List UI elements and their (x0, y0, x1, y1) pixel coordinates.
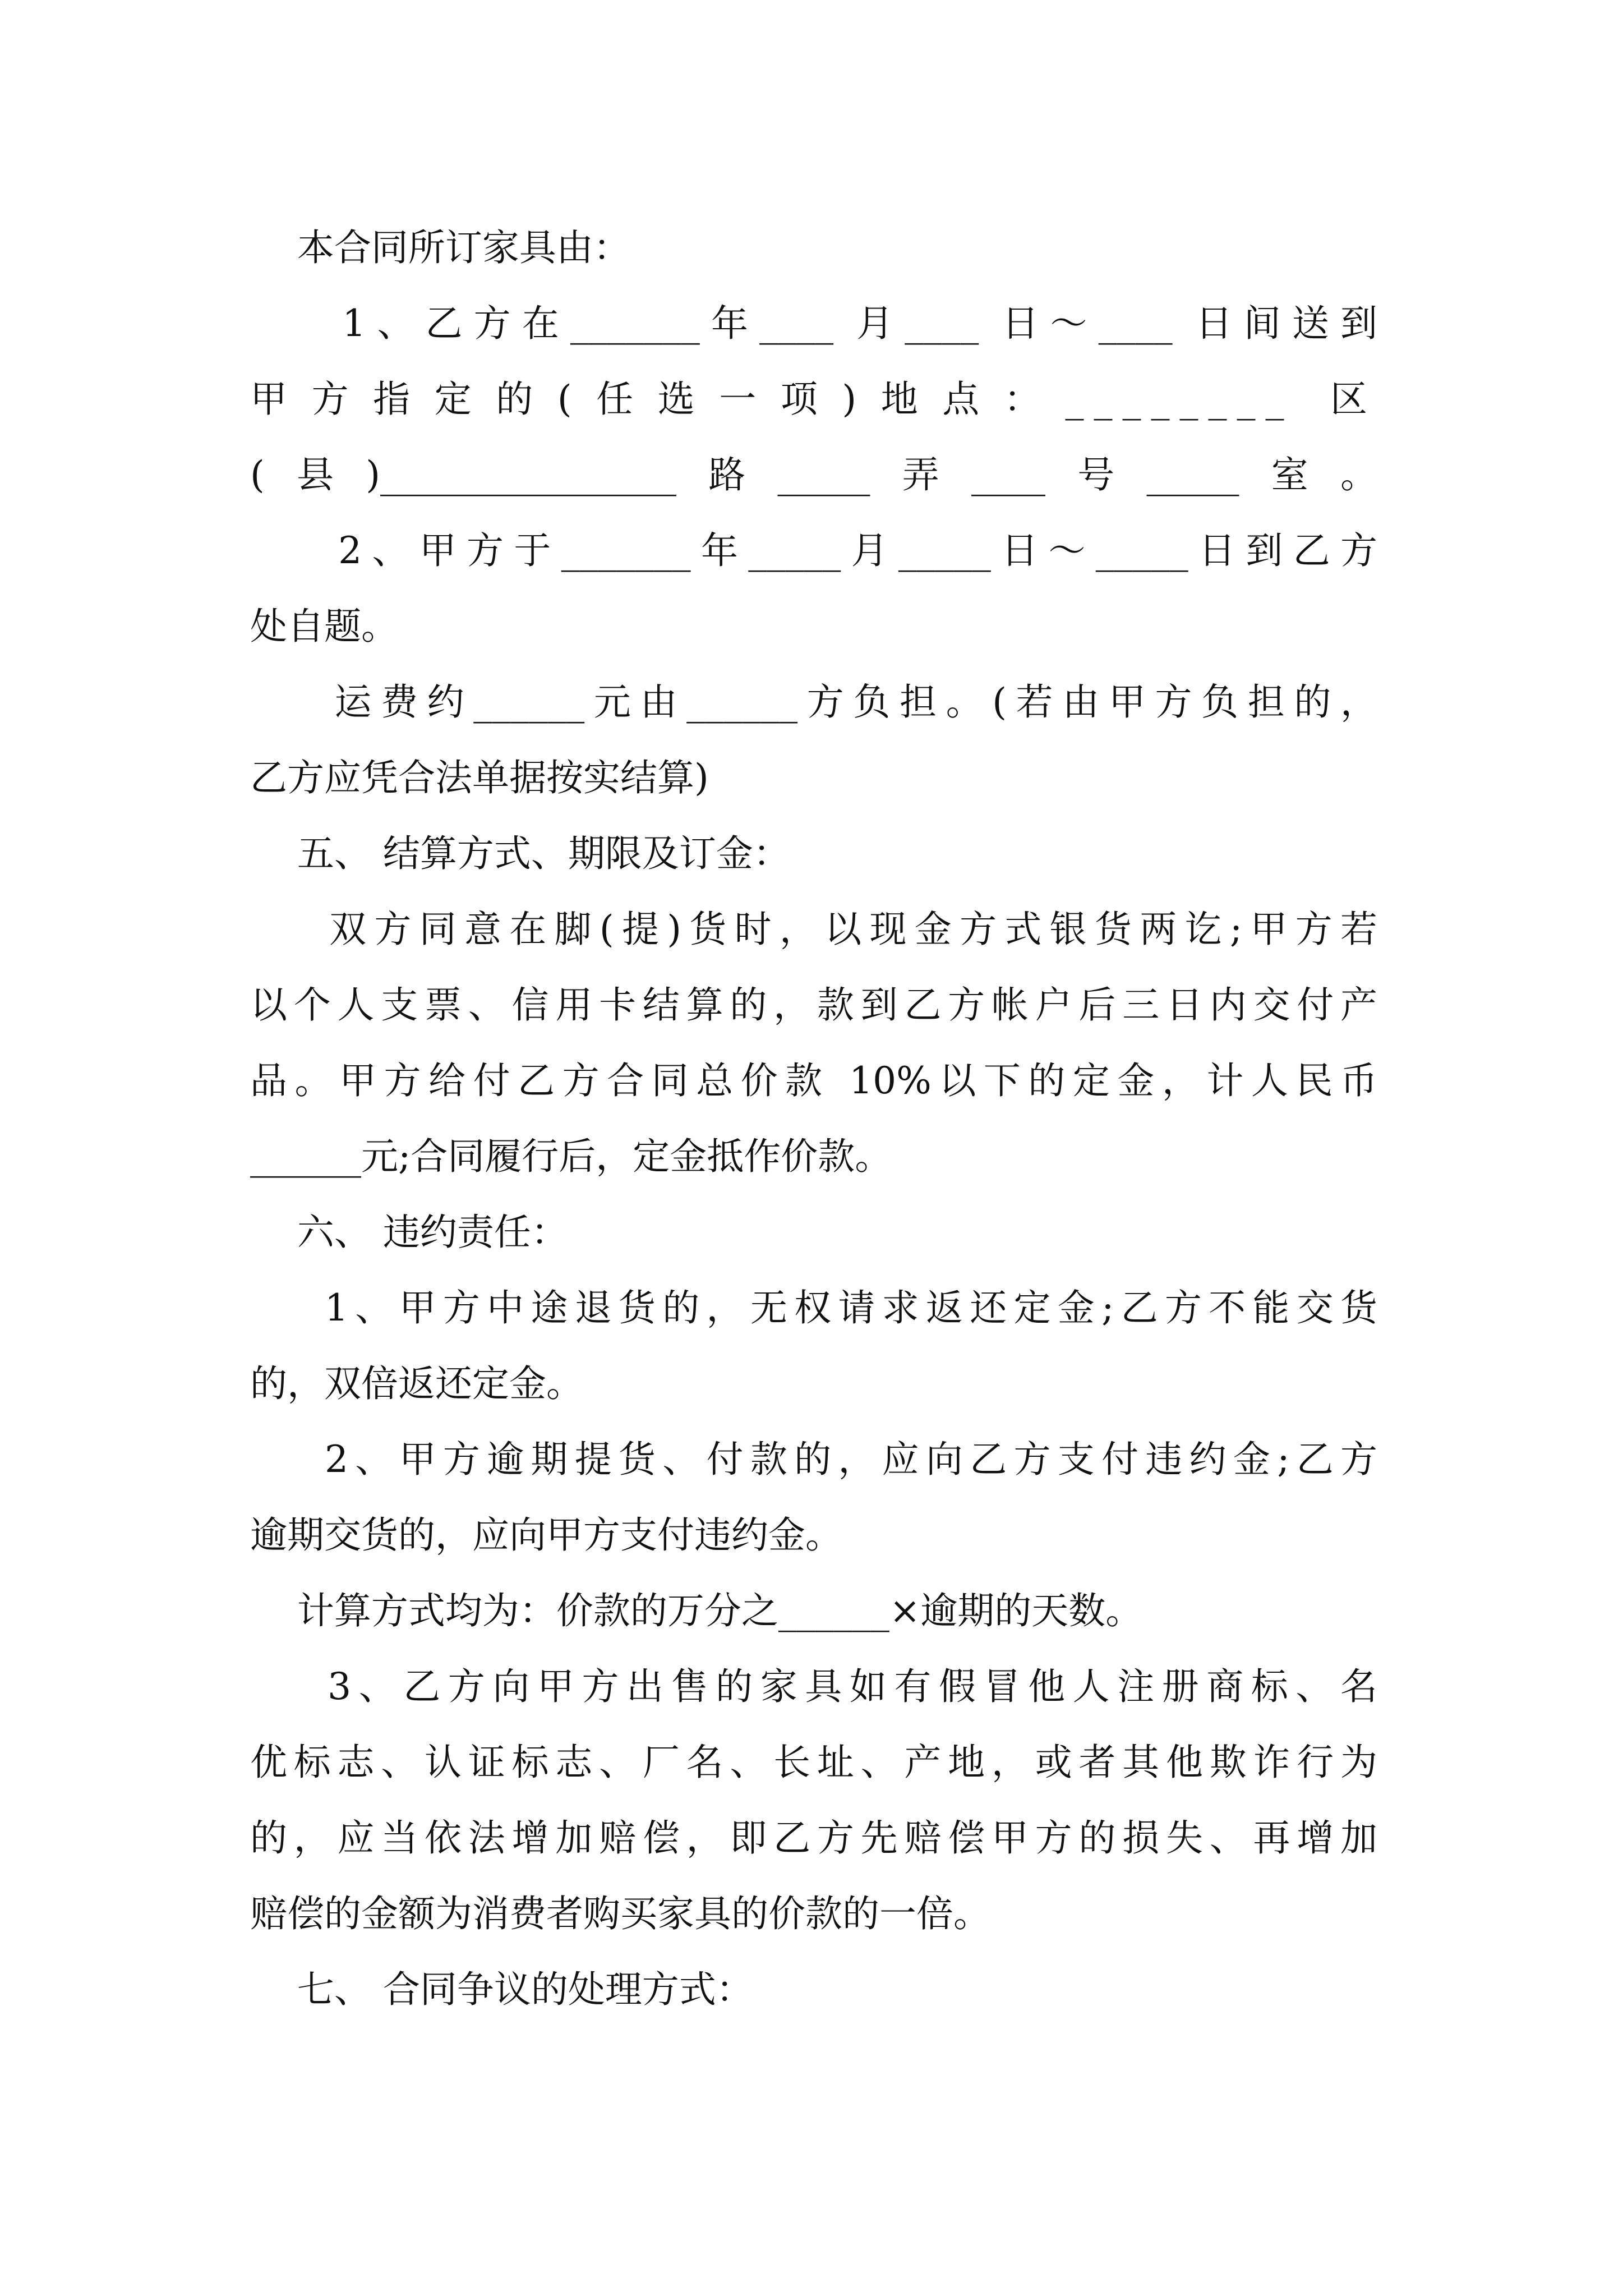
text-line: 处自题。 (250, 605, 398, 648)
text-line: 1、甲方中途退货的，无权请求返还定金;乙方不能交货 (250, 1286, 1377, 1329)
text-line: 2、甲方逾期提货、付款的，应向乙方支付违约金;乙方 (250, 1438, 1377, 1481)
text-line: 品。甲方给付乙方合同总价款 10%以下的定金，计人民币 (250, 1059, 1377, 1102)
text-line: 运费约______元由______方负担。(若由甲方负担的， (250, 680, 1377, 724)
text-line: 乙方应凭合法单据按实结算) (250, 756, 709, 799)
text-line: 本合同所订家具由： (250, 226, 630, 269)
text-line: 3、乙方向甲方出售的家具如有假冒他人注册商标、名 (250, 1665, 1377, 1708)
section-heading: 五、 结算方式、期限及订金： (250, 832, 790, 875)
text-line: 优标志、认证标志、厂名、长址、产地，或者其他欺诈行为 (250, 1741, 1377, 1784)
text-line: 甲方指定的(任选一项)地点：________ 区 (250, 378, 1377, 421)
text-line: ______元;合同履行后，定金抵作价款。 (250, 1135, 892, 1178)
section-heading: 六、 违约责任： (250, 1211, 568, 1254)
text-line: 2、甲方于_______年_____月_____日～_____日到乙方 (250, 529, 1377, 572)
text-line: 1、乙方在_______年____ 月____ 日～____ 日间送到 (250, 302, 1377, 345)
text-line: 双方同意在脚(提)货时，以现金方式银货两讫;甲方若 (250, 908, 1377, 951)
text-line: 逾期交货的，应向甲方支付违约金。 (250, 1513, 842, 1557)
text-line: 以个人支票、信用卡结算的，款到乙方帐户后三日内交付产 (250, 983, 1377, 1027)
text-line: 的，应当依法增加赔偿，即乙方先赔偿甲方的损失、再增加 (250, 1816, 1377, 1860)
text-line: (县)________________路_____弄____号_____室。 (250, 453, 1377, 496)
text-line: 赔偿的金额为消费者购买家具的价款的一倍。 (250, 1892, 990, 1935)
text-line: 计算方式均为：价款的万分之______×逾期的天数。 (250, 1589, 1143, 1632)
text-line: 的，双倍返还定金。 (250, 1362, 583, 1405)
section-heading: 七、 合同争议的处理方式： (250, 1968, 753, 2011)
